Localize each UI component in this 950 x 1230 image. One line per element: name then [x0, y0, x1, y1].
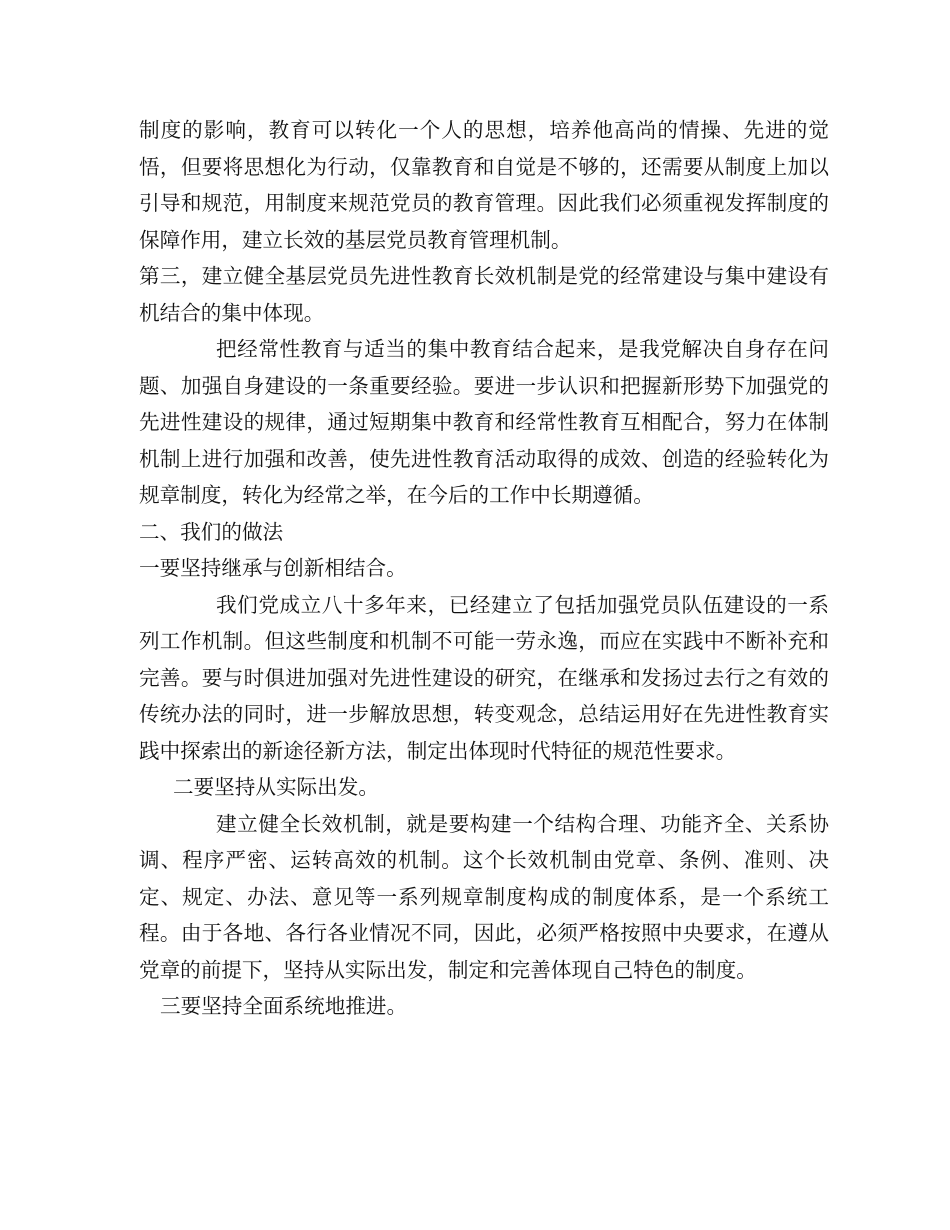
paragraph-institution-influence: 制度的影响，教育可以转化一个人的思想，培养他高尚的情操、先进的觉悟，但要将思想化为行动，仅靠教育和自觉是不够的，还需要从制度上加以引导和规范，用制度来规范党员的教育管理。因此我们必须重视发挥制度的保障作用，建立长效的基层党员教育管理机制。	[139, 118, 829, 252]
paragraph-party-history: 我们党成立八十多年来，已经建立了包括加强党员队伍建设的一系列工作机制。但这些制度和机制不可能一劳永逸，而应在实践中不断补充和完善。要与时俱进加强对先进性建设的研究，在继承和发扬过去行之有效的传统办法的同时，进一步解放思想，转变观念，总结运用好在先进性教育实践中探索出的新途径新方法，制定出体现时代特征的规范性要求。	[139, 592, 829, 763]
paragraph-point-three: 第三，建立健全基层党员先进性教育长效机制是党的经常建设与集中建设有机结合的集中体现。	[139, 264, 829, 325]
subheading-inherit-innovate: 一要坚持继承与创新相结合。	[139, 556, 407, 580]
paragraph-long-term-mechanism: 建立健全长效机制，就是要构建一个结构合理、功能齐全、关系协调、程序严密、运转高效的机制。这个长效机制由党章、条例、准则、决定、规定、办法、意见等一系列规章制度构成的制度体系，是一个系统工程。由于各地、各行各业情况不同，因此，必须严格按照中央要求，在遵从党章的前提下，坚持从实际出发，制定和完善体现自己特色的制度。	[139, 811, 829, 982]
subheading-from-reality: 二要坚持从实际出发。	[173, 775, 379, 799]
section-heading-our-approach: 二、我们的做法	[139, 519, 284, 544]
subheading-systematic-advance: 三要坚持全面系统地推进。	[160, 994, 408, 1018]
paragraph-regular-education: 把经常性教育与适当的集中教育结合起来，是我党解决自身存在问题、加强自身建设的一条重要经验。要进一步认识和把握新形势下加强党的先进性建设的规律，通过短期集中教育和经常性教育互相配合，努力在体制机制上进行加强和改善，使先进性教育活动取得的成效、创造的经验转化为规章制度，转化为经常之举，在今后的工作中长期遵循。	[139, 337, 829, 507]
document-page	[139, 112, 829, 1025]
